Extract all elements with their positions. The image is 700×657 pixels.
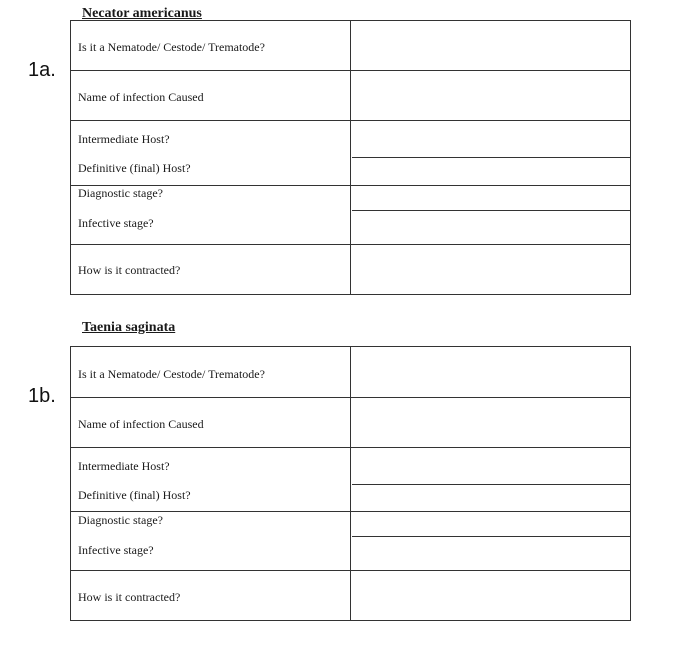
question-definitive-host: Definitive (final) Host?	[78, 161, 191, 175]
question-definitive-host: Definitive (final) Host?	[78, 488, 191, 502]
answer-diagnostic-stage-cell[interactable]	[352, 186, 630, 210]
question-contracted: How is it contracted?	[78, 263, 181, 277]
answer-intermediate-host-cell[interactable]	[352, 448, 630, 484]
column-divider	[350, 21, 351, 294]
answer-definitive-host-cell[interactable]	[352, 158, 630, 185]
question-contracted: How is it contracted?	[78, 590, 181, 604]
answer-contracted-cell[interactable]	[352, 245, 630, 294]
species-title: Taenia saginata	[82, 320, 176, 335]
question-type: Is it a Nematode/ Cestode/ Trematode?	[78, 40, 265, 54]
question-infection: Name of infection Caused	[78, 90, 204, 104]
question-diagnostic-stage: Diagnostic stage?	[78, 186, 163, 200]
answer-contracted-cell[interactable]	[352, 571, 630, 620]
column-divider	[350, 347, 351, 620]
question-infection: Name of infection Caused	[78, 417, 204, 431]
answer-type-cell[interactable]	[352, 347, 630, 397]
question-intermediate-host: Intermediate Host?	[78, 132, 170, 146]
answer-type-cell[interactable]	[352, 21, 630, 70]
question-number: 1a.	[28, 59, 56, 81]
question-infective-stage: Infective stage?	[78, 543, 154, 557]
worksheet-table	[70, 346, 631, 621]
answer-intermediate-host-cell[interactable]	[352, 121, 630, 157]
species-title: Necator americanus	[82, 6, 202, 21]
question-type: Is it a Nematode/ Cestode/ Trematode?	[78, 367, 265, 381]
question-infective-stage: Infective stage?	[78, 216, 154, 230]
worksheet-table	[70, 20, 631, 295]
answer-infection-cell[interactable]	[352, 71, 630, 120]
answer-diagnostic-stage-cell[interactable]	[352, 512, 630, 536]
question-intermediate-host: Intermediate Host?	[78, 459, 170, 473]
question-diagnostic-stage: Diagnostic stage?	[78, 513, 163, 527]
answer-infective-stage-cell[interactable]	[352, 211, 630, 244]
answer-infection-cell[interactable]	[352, 398, 630, 447]
question-number: 1b.	[28, 385, 56, 407]
answer-infective-stage-cell[interactable]	[352, 537, 630, 570]
answer-definitive-host-cell[interactable]	[352, 485, 630, 511]
